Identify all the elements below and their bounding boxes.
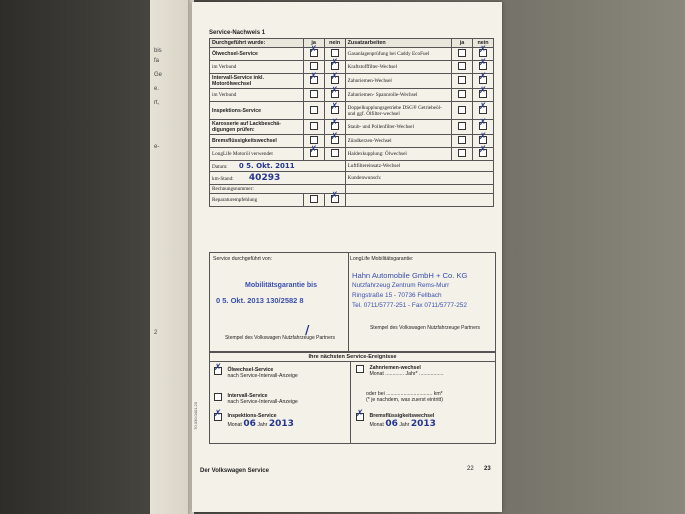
- jahr-label: Jahr: [399, 422, 410, 428]
- left-fragment: Ge: [154, 72, 163, 78]
- checkbox-ja[interactable]: [310, 106, 318, 114]
- next-oil: [214, 367, 298, 379]
- oder-line: oder bei ................................ km*: [366, 391, 443, 397]
- service-page: [192, 2, 502, 512]
- table-body: [210, 48, 494, 161]
- checkbox-nein[interactable]: [331, 136, 339, 144]
- table-row: [210, 135, 494, 148]
- checkbox-nein[interactable]: [331, 49, 339, 57]
- brake-year: 2013: [410, 419, 436, 429]
- right-row-label: Gasanlagenprüfung bei Caddy EcoFuel: [345, 48, 451, 61]
- interval-title: Intervall-Service: [227, 393, 268, 399]
- stamp-line: Mobilitätsgarantie bis: [245, 282, 317, 289]
- page-number-left: 22: [467, 466, 474, 472]
- footer-title: Der Volkswagen Service: [200, 468, 269, 474]
- left-fragment: e-: [154, 144, 160, 150]
- checkbox-ja[interactable]: [310, 76, 318, 84]
- jahr-label: Jahr: [257, 422, 268, 428]
- reparatur-label: Reparaturempfehlung: [210, 194, 304, 207]
- table-header: [210, 39, 494, 48]
- left-row-label: Intervall-Service inkl. Motorölwechsel: [210, 74, 304, 89]
- checkbox[interactable]: [214, 367, 222, 375]
- oil-sub: nach Service-Intervall-Anzeige: [227, 373, 298, 379]
- stamp-area: [209, 252, 496, 352]
- left-fragment: 2: [154, 330, 158, 336]
- checkbox-ja[interactable]: [310, 49, 318, 57]
- header-ja: ja: [452, 39, 473, 48]
- checkbox-ja[interactable]: [458, 90, 466, 98]
- left-fragment: rt,: [154, 100, 160, 106]
- checkbox-nein[interactable]: [331, 62, 339, 70]
- mobility-stamp: [216, 281, 346, 305]
- brake-title: Bremsflüssigkeitswechsel: [369, 413, 435, 419]
- signature: /: [305, 323, 310, 337]
- stamp-caption-right: Stempel des Volkswagen Nutzfahrzeuge Partners: [369, 325, 481, 331]
- right-row-label: Haldexkupplung: Ölwechsel: [345, 148, 451, 161]
- km-label: km-Stand:: [212, 176, 234, 182]
- dealer-line: Nutzfahrzeug Zentrum Rems-Murr: [352, 282, 450, 289]
- checkbox-ja[interactable]: [310, 90, 318, 98]
- checkbox-nein[interactable]: [479, 49, 487, 57]
- checkbox-nein[interactable]: [331, 149, 339, 157]
- table-row: [210, 48, 494, 61]
- page-title: Service-Nachweis 1: [209, 30, 266, 36]
- longlife-label: LongLife Mobilitätsgarantie:: [350, 256, 414, 262]
- checkbox[interactable]: [331, 195, 339, 203]
- info-row-datum: [210, 161, 494, 172]
- table-row: [210, 120, 494, 135]
- left-fragment: bis: [154, 48, 162, 54]
- dealer-name: Hahn Automobile GmbH + Co. KG: [352, 271, 468, 280]
- checkbox-ja[interactable]: [310, 136, 318, 144]
- left-row-label: Karosserie auf Lackbeschä-digungen prüfen:: [210, 120, 304, 135]
- right-row-label: Staub- und Pollenfilter-Wechsel: [345, 120, 451, 135]
- checkbox-ja[interactable]: [310, 122, 318, 130]
- interval-sub: nach Service-Intervall-Anzeige: [227, 399, 298, 405]
- next-oder: [366, 391, 443, 403]
- checkbox-ja[interactable]: [310, 149, 318, 157]
- stamp-caption-left: Stempel des Volkswagen Nutzfahrzeuge Partners: [224, 335, 336, 341]
- checkbox-ja[interactable]: [458, 62, 466, 70]
- next-inspection: [214, 413, 294, 429]
- rechnung-label: Rechnungsnummer:: [210, 185, 346, 194]
- insp-year: 2013: [268, 419, 294, 429]
- checkbox-nein[interactable]: [479, 76, 487, 84]
- monat-label: Monat: [369, 422, 384, 428]
- left-fragment: fa: [154, 58, 160, 64]
- checkbox-ja[interactable]: [310, 62, 318, 70]
- hint-line: (* je nachdem, was zuerst eintritt): [366, 397, 443, 403]
- checkbox-nein[interactable]: [331, 76, 339, 84]
- toothbelt-line: Monat ............. Jahr* .................: [369, 371, 444, 377]
- checkbox-nein[interactable]: [479, 149, 487, 157]
- header-nein: nein: [324, 39, 345, 48]
- table-row: [210, 74, 494, 89]
- checkbox-nein[interactable]: [479, 106, 487, 114]
- checkbox-nein[interactable]: [479, 62, 487, 70]
- header-right: Zusatzarbeiten: [345, 39, 451, 48]
- stamp-date: 0 5. Okt. 2013: [216, 296, 264, 305]
- table-row: [210, 61, 494, 74]
- checkbox-ja[interactable]: [458, 122, 466, 130]
- checkbox-nein[interactable]: [331, 90, 339, 98]
- left-fragment: e.: [154, 86, 160, 92]
- toothbelt-title: Zahnriemen-wechsel: [369, 365, 421, 371]
- luftfilter-label: Luftfiltereinsatz-Wechsel: [345, 161, 493, 172]
- kundenwunsch-label: Kundenwunsch:: [345, 172, 493, 185]
- page-number-right: 23: [484, 466, 491, 472]
- left-row-label: LongLife Motoröl verwendet: [210, 148, 304, 161]
- checkbox-nein[interactable]: [479, 122, 487, 130]
- left-row-label: im Verbund: [210, 61, 304, 74]
- right-row-label: Zahnriemen- Spannrolle-Wechsel: [345, 89, 451, 102]
- checkbox[interactable]: [356, 365, 364, 373]
- header-left: Durchgeführt wurde:: [210, 39, 304, 48]
- left-row-label: Ölwechsel-Service: [210, 48, 304, 61]
- next-interval: [214, 393, 298, 405]
- checkbox-ja[interactable]: [458, 76, 466, 84]
- left-page-edge: [150, 0, 190, 514]
- next-toothbelt: [356, 365, 444, 377]
- brake-month: 06: [385, 419, 398, 429]
- checkbox-ja[interactable]: [458, 49, 466, 57]
- checkbox-ja[interactable]: [458, 106, 466, 114]
- info-row-reparatur: [210, 194, 494, 207]
- side-code: 70.030.0401.20: [193, 402, 198, 430]
- checkbox[interactable]: [356, 413, 364, 421]
- dealer-address: Ringstraße 15 - 70736 Fellbach: [352, 292, 442, 299]
- monat-label: Monat: [227, 422, 242, 428]
- checkbox-nein[interactable]: [479, 136, 487, 144]
- stamp-code: 130/2582 8: [266, 296, 304, 305]
- header-nein: nein: [473, 39, 494, 48]
- service-table: [209, 38, 494, 207]
- checkbox-nein[interactable]: [331, 122, 339, 130]
- right-row-label: Zahnriemen-Wechsel: [345, 74, 451, 89]
- next-heading: Ihre nächsten Service-Ereignisse: [210, 353, 495, 362]
- checkbox-ja[interactable]: [458, 149, 466, 157]
- checkbox-nein[interactable]: [479, 90, 487, 98]
- inspection-title: Inspektions-Service: [227, 413, 277, 419]
- service-by-label: Service durchgeführt von:: [213, 256, 273, 262]
- km-value: 40293: [248, 173, 281, 183]
- oil-title: Ölwechsel-Service: [227, 367, 274, 373]
- right-row-label: Doppelkupplungsgetriebe DSG® Getriebeöl- und ggf. Ölfilter-wechsel: [345, 102, 451, 120]
- checkbox-nein[interactable]: [331, 106, 339, 114]
- next-service-events: [209, 352, 496, 444]
- right-row-label: Kraftstofffilter-Wechsel: [345, 61, 451, 74]
- table-row: [210, 102, 494, 120]
- right-row-label: Zündkerzen-Wechsel: [345, 135, 451, 148]
- next-brake: [356, 413, 436, 429]
- info-row-rechnung: [210, 185, 494, 194]
- checkbox[interactable]: [214, 393, 222, 401]
- header-ja: ja: [303, 39, 324, 48]
- table-row: [210, 148, 494, 161]
- info-row-km: [210, 172, 494, 185]
- datum-value: 0 5. Okt. 2011: [238, 162, 295, 170]
- table-row: [210, 89, 494, 102]
- checkbox[interactable]: [310, 195, 318, 203]
- datum-label: Datum:: [212, 164, 228, 170]
- left-row-label: Inspektions-Service: [210, 102, 304, 120]
- checkbox-ja[interactable]: [458, 136, 466, 144]
- left-row-label: Bremsflüssigkeitswechsel: [210, 135, 304, 148]
- left-row-label: im Verbund: [210, 89, 304, 102]
- checkbox[interactable]: [214, 413, 222, 421]
- dealer-stamp: [352, 271, 494, 311]
- insp-month: 06: [243, 419, 256, 429]
- dealer-phone: Tel. 0711/5777-251 - Fax 0711/5777-252: [352, 302, 467, 309]
